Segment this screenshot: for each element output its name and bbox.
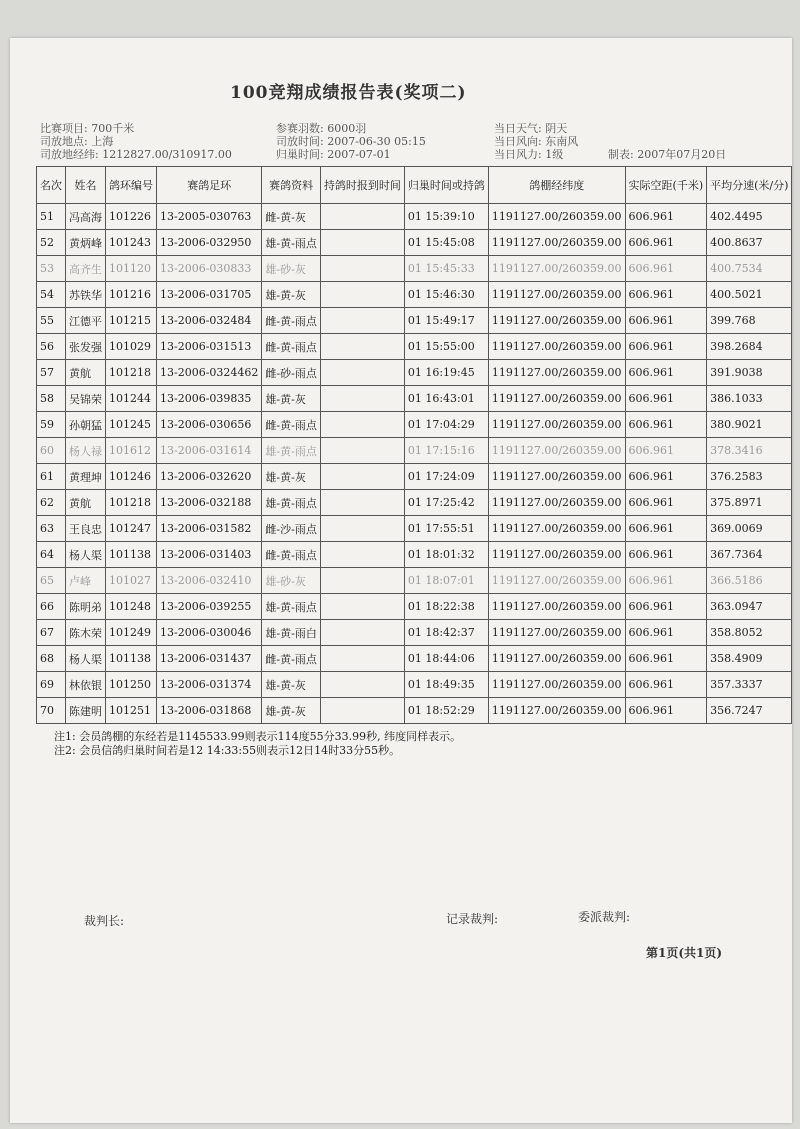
ring-cell: 13-2006-030833 — [157, 256, 262, 282]
meta-mid-line: 参赛羽数: 6000羽 — [276, 122, 367, 135]
col-dist: 实际空距(千米) — [625, 167, 707, 204]
report-cell — [320, 256, 404, 282]
time-cell: 01 16:19:45 — [404, 360, 488, 386]
rank-cell: 66 — [37, 594, 66, 620]
id-cell: 101250 — [106, 672, 157, 698]
col-coord: 鸽棚经纬度 — [488, 167, 625, 204]
id-cell: 101216 — [106, 282, 157, 308]
ring-cell: 13-2006-032410 — [157, 568, 262, 594]
report-title: 100竞翔成绩报告表(奖项二) — [230, 83, 467, 103]
coord-cell: 1191127.00/260359.00 — [488, 646, 625, 672]
rank-cell: 60 — [37, 438, 66, 464]
col-rank: 名次 — [37, 167, 66, 204]
table-row — [37, 308, 792, 334]
speed-cell: 369.0069 — [707, 516, 792, 542]
speed-cell: 357.3337 — [707, 672, 792, 698]
report-cell — [320, 464, 404, 490]
rank-cell: 70 — [37, 698, 66, 724]
time-cell: 01 18:07:01 — [404, 568, 488, 594]
id-cell: 101215 — [106, 308, 157, 334]
notes — [54, 730, 461, 758]
rank-cell: 59 — [37, 412, 66, 438]
meta-left-line: 比赛项目: 700千米 — [40, 122, 135, 135]
name-cell: 陈木荣 — [66, 620, 106, 646]
dist-cell: 606.961 — [625, 256, 707, 282]
ring-cell: 13-2006-039255 — [157, 594, 262, 620]
speed-cell: 400.7534 — [707, 256, 792, 282]
ring-cell: 13-2006-031374 — [157, 672, 262, 698]
time-cell: 01 17:24:09 — [404, 464, 488, 490]
report-cell — [320, 698, 404, 724]
ring-cell: 13-2006-030046 — [157, 620, 262, 646]
id-cell: 101120 — [106, 256, 157, 282]
desc-cell: 雌-黄-灰 — [262, 204, 320, 230]
col-time: 归巢时间或持鸽 — [404, 167, 488, 204]
table-row — [37, 230, 792, 256]
table-row — [37, 646, 792, 672]
dist-cell: 606.961 — [625, 334, 707, 360]
report-cell — [320, 516, 404, 542]
meta-right-line: 当日风向: 东南风 — [494, 135, 579, 148]
ring-cell: 13-2006-031705 — [157, 282, 262, 308]
dist-cell: 606.961 — [625, 282, 707, 308]
name-cell: 黄航 — [66, 360, 106, 386]
time-cell: 01 18:22:38 — [404, 594, 488, 620]
coord-cell: 1191127.00/260359.00 — [488, 438, 625, 464]
name-cell: 陈建明 — [66, 698, 106, 724]
id-cell: 101243 — [106, 230, 157, 256]
coord-cell: 1191127.00/260359.00 — [488, 282, 625, 308]
report-cell — [320, 438, 404, 464]
speed-cell: 356.7247 — [707, 698, 792, 724]
name-cell: 黄炳峰 — [66, 230, 106, 256]
coord-cell: 1191127.00/260359.00 — [488, 360, 625, 386]
coord-cell: 1191127.00/260359.00 — [488, 568, 625, 594]
time-cell: 01 17:55:51 — [404, 516, 488, 542]
report-cell — [320, 308, 404, 334]
dist-cell: 606.961 — [625, 412, 707, 438]
coord-cell: 1191127.00/260359.00 — [488, 412, 625, 438]
table-row — [37, 360, 792, 386]
meta-left-line: 司放地点: 上海 — [40, 135, 114, 148]
rank-cell: 61 — [37, 464, 66, 490]
desc-cell: 雌-黄-雨点 — [262, 542, 320, 568]
table-header-row — [37, 167, 792, 204]
rank-cell: 51 — [37, 204, 66, 230]
desc-cell: 雌-砂-雨点 — [262, 360, 320, 386]
page-number: 第1页(共1页) — [646, 946, 723, 960]
coord-cell: 1191127.00/260359.00 — [488, 334, 625, 360]
desc-cell: 雄-砂-灰 — [262, 256, 320, 282]
report-cell — [320, 490, 404, 516]
ring-cell: 13-2006-032484 — [157, 308, 262, 334]
coord-cell: 1191127.00/260359.00 — [488, 542, 625, 568]
dist-cell: 606.961 — [625, 568, 707, 594]
name-cell: 冯高海 — [66, 204, 106, 230]
name-cell: 黄理坤 — [66, 464, 106, 490]
dist-cell: 606.961 — [625, 230, 707, 256]
ring-cell: 13-2006-031403 — [157, 542, 262, 568]
speed-cell: 378.3416 — [707, 438, 792, 464]
speed-cell: 380.9021 — [707, 412, 792, 438]
desc-cell: 雄-黄-灰 — [262, 698, 320, 724]
rank-cell: 67 — [37, 620, 66, 646]
dist-cell: 606.961 — [625, 308, 707, 334]
dist-cell: 606.961 — [625, 438, 707, 464]
time-cell: 01 17:04:29 — [404, 412, 488, 438]
coord-cell: 1191127.00/260359.00 — [488, 308, 625, 334]
note-2: 注2: 会员信鸽归巢时间若是12 14:33:55则表示12日14时33分55秒。 — [54, 744, 401, 757]
speed-cell: 399.768 — [707, 308, 792, 334]
time-cell: 01 15:45:08 — [404, 230, 488, 256]
report-cell — [320, 230, 404, 256]
id-cell: 101138 — [106, 646, 157, 672]
desc-cell: 雄-黄-雨点 — [262, 490, 320, 516]
recorder-label: 记录裁判: — [446, 912, 499, 926]
id-cell: 101138 — [106, 542, 157, 568]
speed-cell: 375.8971 — [707, 490, 792, 516]
id-cell: 101027 — [106, 568, 157, 594]
time-cell: 01 18:49:35 — [404, 672, 488, 698]
desc-cell: 雌-黄-雨点 — [262, 308, 320, 334]
desc-cell: 雄-黄-灰 — [262, 386, 320, 412]
report-cell — [320, 594, 404, 620]
id-cell: 101218 — [106, 360, 157, 386]
name-cell: 陈明弟 — [66, 594, 106, 620]
speed-cell: 400.5021 — [707, 282, 792, 308]
speed-cell: 358.8052 — [707, 620, 792, 646]
desc-cell: 雌-黄-雨点 — [262, 412, 320, 438]
table-row — [37, 542, 792, 568]
meta-mid-line: 归巢时间: 2007-07-01 — [276, 148, 391, 161]
desc-cell: 雄-黄-雨点 — [262, 438, 320, 464]
desc-cell: 雄-黄-灰 — [262, 672, 320, 698]
coord-cell: 1191127.00/260359.00 — [488, 386, 625, 412]
desc-cell: 雄-砂-灰 — [262, 568, 320, 594]
time-cell: 01 18:42:37 — [404, 620, 488, 646]
report-cell — [320, 568, 404, 594]
table-row — [37, 568, 792, 594]
time-cell: 01 15:45:33 — [404, 256, 488, 282]
id-cell: 101244 — [106, 386, 157, 412]
coord-cell: 1191127.00/260359.00 — [488, 204, 625, 230]
meta-right-line: 当日风力: 1级 — [494, 148, 564, 161]
ring-cell: 13-2006-031513 — [157, 334, 262, 360]
desc-cell: 雌-黄-雨点 — [262, 334, 320, 360]
speed-cell: 400.8637 — [707, 230, 792, 256]
dist-cell: 606.961 — [625, 464, 707, 490]
dist-cell: 606.961 — [625, 672, 707, 698]
table-row — [37, 698, 792, 724]
report-cell — [320, 542, 404, 568]
name-cell: 吴锦荣 — [66, 386, 106, 412]
speed-cell: 358.4909 — [707, 646, 792, 672]
table-row — [37, 412, 792, 438]
dist-cell: 606.961 — [625, 620, 707, 646]
rank-cell: 65 — [37, 568, 66, 594]
delegate-label: 委派裁判: — [578, 910, 631, 924]
name-cell: 孙朝猛 — [66, 412, 106, 438]
meta-left — [40, 122, 232, 161]
col-speed: 平均分速(米/分) — [707, 167, 792, 204]
table-row — [37, 620, 792, 646]
time-cell: 01 15:39:10 — [404, 204, 488, 230]
table-row — [37, 490, 792, 516]
rank-cell: 63 — [37, 516, 66, 542]
table-row — [37, 594, 792, 620]
dist-cell: 606.961 — [625, 698, 707, 724]
desc-cell: 雄-黄-灰 — [262, 464, 320, 490]
report-cell — [320, 412, 404, 438]
report-cell — [320, 672, 404, 698]
print-date: 制表: 2007年07月20日 — [608, 148, 727, 161]
desc-cell: 雌-黄-雨点 — [262, 646, 320, 672]
results-table — [36, 166, 792, 724]
rank-cell: 68 — [37, 646, 66, 672]
col-name: 姓名 — [66, 167, 106, 204]
dist-cell: 606.961 — [625, 594, 707, 620]
dist-cell: 606.961 — [625, 204, 707, 230]
id-cell: 101251 — [106, 698, 157, 724]
ring-cell: 13-2006-032950 — [157, 230, 262, 256]
coord-cell: 1191127.00/260359.00 — [488, 464, 625, 490]
speed-cell: 398.2684 — [707, 334, 792, 360]
table-row — [37, 334, 792, 360]
speed-cell: 363.0947 — [707, 594, 792, 620]
rank-cell: 55 — [37, 308, 66, 334]
meta-mid — [276, 122, 426, 161]
coord-cell: 1191127.00/260359.00 — [488, 620, 625, 646]
id-cell: 101245 — [106, 412, 157, 438]
meta-mid-line: 司放时间: 2007-06-30 05:15 — [276, 135, 426, 148]
rank-cell: 69 — [37, 672, 66, 698]
id-cell: 101612 — [106, 438, 157, 464]
meta-left-line: 司放地经纬: 1212827.00/310917.00 — [40, 148, 232, 161]
name-cell: 黄航 — [66, 490, 106, 516]
ring-cell: 13-2006-032620 — [157, 464, 262, 490]
rank-cell: 52 — [37, 230, 66, 256]
time-cell: 01 16:43:01 — [404, 386, 488, 412]
name-cell: 苏铁华 — [66, 282, 106, 308]
id-cell: 101247 — [106, 516, 157, 542]
time-cell: 01 18:44:06 — [404, 646, 488, 672]
name-cell: 杨人渠 — [66, 646, 106, 672]
note-1: 注1: 会员鸽棚的东经若是1145533.99则表示114度55分33.99秒, 纬度同样表示。 — [54, 730, 462, 743]
report-cell — [320, 620, 404, 646]
table-row — [37, 516, 792, 542]
desc-cell: 雄-黄-雨点 — [262, 594, 320, 620]
id-cell: 101246 — [106, 464, 157, 490]
table-row — [37, 386, 792, 412]
table-row — [37, 204, 792, 230]
speed-cell: 402.4495 — [707, 204, 792, 230]
speed-cell: 391.9038 — [707, 360, 792, 386]
desc-cell: 雌-沙-雨点 — [262, 516, 320, 542]
desc-cell: 雄-黄-雨白 — [262, 620, 320, 646]
name-cell: 高齐生 — [66, 256, 106, 282]
coord-cell: 1191127.00/260359.00 — [488, 698, 625, 724]
meta-right-line: 当日天气: 阴天 — [494, 122, 568, 135]
speed-cell: 367.7364 — [707, 542, 792, 568]
coord-cell: 1191127.00/260359.00 — [488, 672, 625, 698]
col-report: 持鸽时报到时间 — [320, 167, 404, 204]
time-cell: 01 18:01:32 — [404, 542, 488, 568]
id-cell: 101029 — [106, 334, 157, 360]
id-cell: 101248 — [106, 594, 157, 620]
id-cell: 101218 — [106, 490, 157, 516]
ring-cell: 13-2006-031614 — [157, 438, 262, 464]
ring-cell: 13-2006-0324462 — [157, 360, 262, 386]
rank-cell: 62 — [37, 490, 66, 516]
coord-cell: 1191127.00/260359.00 — [488, 256, 625, 282]
ring-cell: 13-2006-030656 — [157, 412, 262, 438]
ring-cell: 13-2006-032188 — [157, 490, 262, 516]
referee-label: 裁判长: — [84, 914, 125, 928]
desc-cell: 雄-黄-雨点 — [262, 230, 320, 256]
rank-cell: 56 — [37, 334, 66, 360]
time-cell: 01 17:15:16 — [404, 438, 488, 464]
ring-cell: 13-2006-031868 — [157, 698, 262, 724]
rank-cell: 57 — [37, 360, 66, 386]
col-desc: 赛鸽资料 — [262, 167, 320, 204]
report-cell — [320, 360, 404, 386]
desc-cell: 雄-黄-灰 — [262, 282, 320, 308]
dist-cell: 606.961 — [625, 490, 707, 516]
ring-cell: 13-2006-031437 — [157, 646, 262, 672]
id-cell: 101226 — [106, 204, 157, 230]
dist-cell: 606.961 — [625, 542, 707, 568]
coord-cell: 1191127.00/260359.00 — [488, 490, 625, 516]
rank-cell: 53 — [37, 256, 66, 282]
name-cell: 卢峰 — [66, 568, 106, 594]
speed-cell: 366.5186 — [707, 568, 792, 594]
name-cell: 王良忠 — [66, 516, 106, 542]
table-row — [37, 256, 792, 282]
report-cell — [320, 646, 404, 672]
ring-cell: 13-2006-031582 — [157, 516, 262, 542]
id-cell: 101249 — [106, 620, 157, 646]
table-row — [37, 282, 792, 308]
col-id: 鸽环编号 — [106, 167, 157, 204]
table-row — [37, 464, 792, 490]
table-row — [37, 438, 792, 464]
report-cell — [320, 282, 404, 308]
coord-cell: 1191127.00/260359.00 — [488, 594, 625, 620]
col-ring: 赛鸽足环 — [157, 167, 262, 204]
report-cell — [320, 386, 404, 412]
name-cell: 杨人渠 — [66, 542, 106, 568]
report-cell — [320, 334, 404, 360]
rank-cell: 58 — [37, 386, 66, 412]
dist-cell: 606.961 — [625, 360, 707, 386]
rank-cell: 64 — [37, 542, 66, 568]
meta-right — [494, 122, 578, 161]
dist-cell: 606.961 — [625, 516, 707, 542]
name-cell: 张发强 — [66, 334, 106, 360]
coord-cell: 1191127.00/260359.00 — [488, 230, 625, 256]
time-cell: 01 15:49:17 — [404, 308, 488, 334]
rank-cell: 54 — [37, 282, 66, 308]
ring-cell: 13-2006-039835 — [157, 386, 262, 412]
table-row — [37, 672, 792, 698]
time-cell: 01 15:46:30 — [404, 282, 488, 308]
ring-cell: 13-2005-030763 — [157, 204, 262, 230]
speed-cell: 386.1033 — [707, 386, 792, 412]
name-cell: 杨人禄 — [66, 438, 106, 464]
speed-cell: 376.2583 — [707, 464, 792, 490]
dist-cell: 606.961 — [625, 646, 707, 672]
coord-cell: 1191127.00/260359.00 — [488, 516, 625, 542]
time-cell: 01 17:25:42 — [404, 490, 488, 516]
dist-cell: 606.961 — [625, 386, 707, 412]
time-cell: 01 18:52:29 — [404, 698, 488, 724]
time-cell: 01 15:55:00 — [404, 334, 488, 360]
name-cell: 江德平 — [66, 308, 106, 334]
name-cell: 林依银 — [66, 672, 106, 698]
report-cell — [320, 204, 404, 230]
